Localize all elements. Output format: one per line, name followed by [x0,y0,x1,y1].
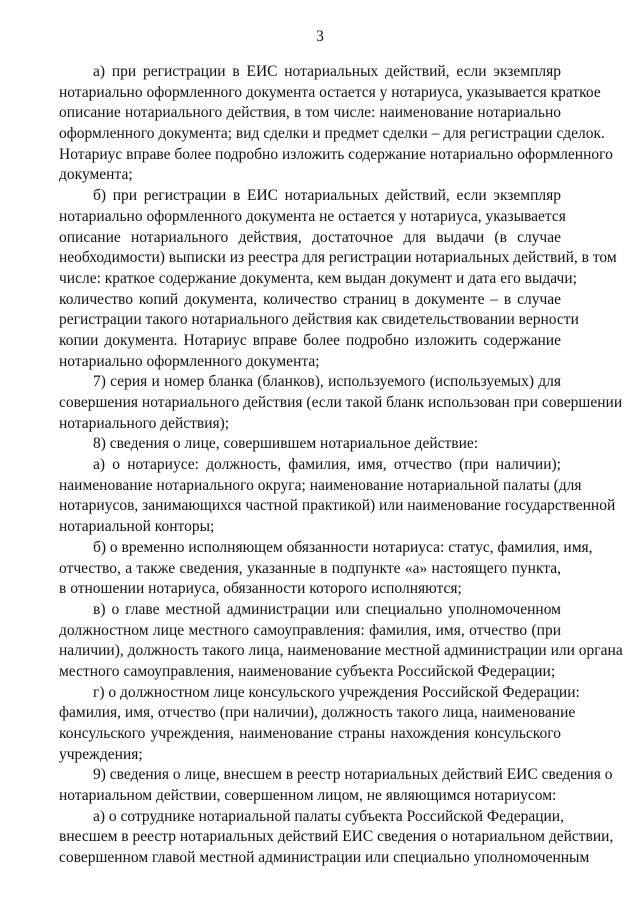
text-line: числе: краткое содержание документа, кем выдан документ и дата его выдачи; [59,269,577,287]
text-line: 8) сведения о лице, совершившем нотариальное действие: [93,435,479,453]
text-line: отчество, а также сведения, указанные в подпункте «а» настоящего пункта, [59,559,561,577]
text-line: учреждения; [59,745,143,763]
paragraph [59,434,561,455]
text-line: 9) сведения о лице, внесшем в реестр нотариальных действий ЕИС сведения о [93,766,613,784]
paragraph [59,62,613,186]
text-line: в) о главе местной администрации или специально уполномоченном [93,600,561,618]
text-line: нотариально оформленного документа остается у нотариуса, указывается краткое [59,83,601,101]
text-line: документа; [59,166,133,184]
text-line: Нотариус вправе более подробно изложить содержание нотариально оформленного [59,145,613,163]
text-line: консульского учреждения, наименование страны нахождения консульского [59,725,561,742]
paragraph [59,600,623,683]
paragraph [59,372,623,434]
paragraph [59,186,617,372]
text-line: в отношении нотариуса, обязанности которого исполняются; [59,580,462,598]
text-line: а) при регистрации в ЕИС нотариальных действий, если экземпляр [93,63,561,80]
text-line: регистрации такого нотариального действия как свидетельствовании верности [59,311,579,329]
text-line: нотариально оформленного документа не остается у нотариуса, указывается [59,207,566,225]
text-line: наличии), должность такого лица, наименование местной администрации или органа [59,642,623,660]
page-number: 3 [316,28,324,45]
text-line: г) о должностном лице консульского учреждения Российской Федерации: [93,683,580,701]
text-line: копии документа. Нотариус вправе более подробно изложить содержание [59,331,561,349]
text-line: описание нотариального действия, в том числе: наименование нотариально [59,104,561,122]
text-line: нотариально оформленного документа; [59,352,320,370]
text-line: б) при регистрации в ЕИС нотариальных действий, если экземпляр [93,187,561,205]
paragraph [59,807,614,869]
text-line: наименование нотариального округа; наименование нотариальной палаты (для [59,476,582,494]
paragraph [59,765,613,806]
paragraph [59,538,593,600]
text-line: нотариусов, занимающихся частной практикой) или наименование государственной [59,497,616,515]
text-line: нотариального действия); [59,414,230,432]
text-line: должностном лице местного самоуправления: фамилия, имя, отчество (при [59,621,561,639]
text-line: 7) серия и номер бланка (бланков), используемого (используемых) для [93,373,561,391]
document-body [59,62,623,869]
text-line: нотариальном действии, совершенном лицом, не являющимся нотариусом: [59,787,557,805]
paragraph [59,455,616,538]
text-line: фамилия, имя, отчество (при наличии), должность такого лица, наименование [59,704,576,722]
text-line: а) о сотруднике нотариальной палаты субъекта Российской Федерации, [93,807,564,825]
text-line: нотариальной конторы; [59,518,215,536]
text-line: оформленного документа; вид сделки и предмет сделки – для регистрации сделок. [59,125,605,143]
text-line: количество копий документа, количество страниц в документе – в случае [59,290,561,308]
text-line: описание нотариального действия, достаточное для выдачи (в случае [59,228,561,246]
text-line: совершенном главой местной администрации или специально уполномоченным [59,849,590,867]
text-line: местного самоуправления, наименование субъекта Российской Федерации; [59,662,556,680]
text-line: необходимости) выписки из реестра для регистрации нотариальных действий, в том [59,249,617,267]
paragraph [59,683,580,766]
text-line: совершения нотариального действия (если такой бланк использован при совершении [59,394,623,411]
text-line: внесшем в реестр нотариальных действий ЕИС сведения о нотариальном действии, [59,828,614,846]
text-line: а) о нотариусе: должность, фамилия, имя, отчество (при наличии); [93,456,561,474]
text-line: б) о временно исполняющем обязанности нотариуса: статус, фамилия, имя, [93,538,593,556]
